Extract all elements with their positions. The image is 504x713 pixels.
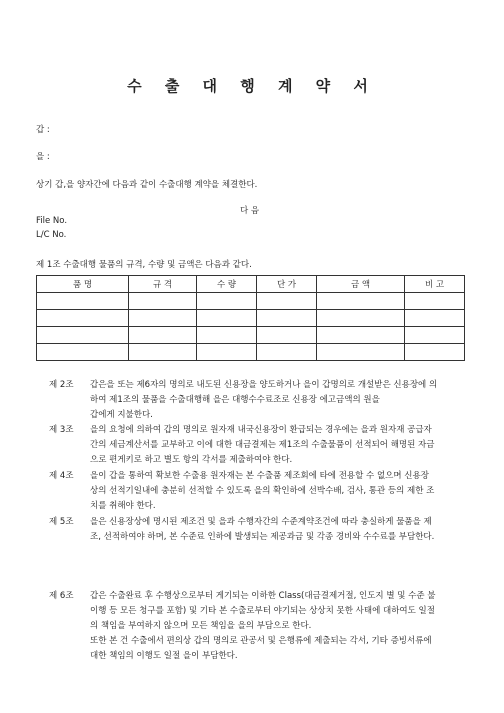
article-2-body — [90, 378, 466, 423]
table-cell — [129, 344, 197, 361]
article-line: 을의 요청에 의하여 갑의 명의로 원자재 내국신용장이 환급되는 경우에는 을과 원자재 공급자 — [90, 425, 432, 435]
article-3-body — [90, 423, 466, 468]
article-4-label: 제 4조 — [49, 471, 74, 481]
table-row — [37, 310, 465, 327]
header-spec: 규 격 — [129, 276, 197, 293]
article-line: 또한 본 건 수출에서 편의상 갑의 명의로 관공서 및 은행류에 제출되는 각서, 기타 증빙서류에 — [90, 636, 432, 646]
table-cell — [317, 327, 405, 344]
article-line: 상의 선적기일내에 충분히 선적할 수 있도록 을의 확인하에 선박수배, 검사, 통관 등의 제한 조 — [90, 486, 435, 496]
table-cell — [317, 344, 405, 361]
table-header-row — [37, 276, 465, 293]
table-row — [37, 293, 465, 310]
document-title: 수 출 대 행 계 약 서 — [127, 77, 377, 95]
table-cell — [37, 344, 129, 361]
party-a-label: 갑 : — [36, 125, 50, 135]
intro-text: 상기 갑,을 양자간에 다음과 같이 수출대행 계약을 체결한다. — [36, 180, 258, 190]
article-line: 을은 신용장상에 명시된 제조건 및 을과 수행자간의 수준계약조건에 따라 충실하게 물품을 제 — [90, 517, 432, 527]
article-line: 대한 책임의 이행도 일절 을이 부담한다. — [90, 651, 238, 661]
article-5-label: 제 5조 — [49, 517, 74, 527]
table-cell — [257, 310, 317, 327]
header-quantity: 수 량 — [197, 276, 257, 293]
table-cell — [257, 344, 317, 361]
article-5-body — [90, 515, 466, 545]
article-3-label: 제 3조 — [49, 425, 74, 435]
article-line: 갑은을 또는 제6자의 명의로 내도된 신용장을 양도하거나 을이 갑명의로 개설받은 신용장에 의 — [90, 380, 438, 390]
article-line: 을이 갑을 통하여 확보한 수출용 원자재는 본 수출품 제조회에 타에 전용할 수 없으며 신용장 — [90, 471, 429, 481]
article-4-body — [90, 469, 466, 514]
article-line: 의 책임을 부여하지 않으며 모든 책임을 을의 부담으로 한다. — [90, 621, 312, 631]
header-amount: 금 액 — [317, 276, 405, 293]
table-cell — [405, 344, 465, 361]
table-cell — [129, 310, 197, 327]
article-6-label: 제 6조 — [49, 591, 74, 601]
article-line: 으로 편게키로 하고 별도 항의 각서를 제출하여야 한다. — [90, 455, 293, 465]
table-cell — [197, 310, 257, 327]
table-cell — [405, 327, 465, 344]
article-1-text: 제 1조 수출대행 물품의 규격, 수량 및 금액은 다음과 같다. — [36, 260, 252, 270]
table-cell — [129, 327, 197, 344]
table-cell — [197, 293, 257, 310]
article-2-label: 제 2조 — [49, 380, 74, 390]
article-line: 갑에게 지불한다. — [90, 410, 153, 420]
table-cell — [37, 293, 129, 310]
table-cell — [257, 293, 317, 310]
article-line: 하여 제1조의 물품을 수출대행해 을은 대행수수료조로 신용장 에고금액의 원을 — [90, 395, 380, 405]
table-cell — [37, 327, 129, 344]
table-row — [37, 344, 465, 361]
table-cell — [317, 293, 405, 310]
article-line: 조, 선적하여야 하며, 본 수준료 인하에 발생되는 제공과금 및 각종 경비와 수수료를 부담한다. — [90, 532, 435, 542]
article-line: 치를 취해야 한다. — [90, 501, 156, 511]
file-no-label: File No. — [36, 216, 68, 226]
table-cell — [129, 293, 197, 310]
table-cell — [317, 310, 405, 327]
heading-text: 다 음 — [240, 206, 260, 216]
items-table — [36, 275, 465, 361]
article-line: 갑은 수출완료 후 수행상으로부터 게기되는 이하한 Class(대금결제거절, 인도지 별 및 수준 불 — [90, 591, 436, 601]
table-cell — [37, 310, 129, 327]
article-line: 이행 등 모든 청구를 포함) 및 기타 본 수출로부터 야기되는 상상치 못한 사태에 대하여도 일절 — [90, 606, 435, 616]
table-cell — [197, 344, 257, 361]
table-cell — [197, 327, 257, 344]
lc-no-label: L/C No. — [36, 230, 67, 240]
header-remarks: 비 고 — [405, 276, 465, 293]
header-item-name: 품 명 — [37, 276, 129, 293]
article-6-body — [90, 589, 466, 664]
article-line: 간의 세금계산서를 교부하고 이에 대한 대금결제는 제1조의 수출물품이 선적되어 해명된 자금 — [90, 440, 435, 450]
table-row — [37, 327, 465, 344]
header-unit-price: 단 가 — [257, 276, 317, 293]
table-cell — [405, 310, 465, 327]
table-cell — [257, 327, 317, 344]
party-b-label: 을 : — [36, 152, 50, 162]
table-cell — [405, 293, 465, 310]
